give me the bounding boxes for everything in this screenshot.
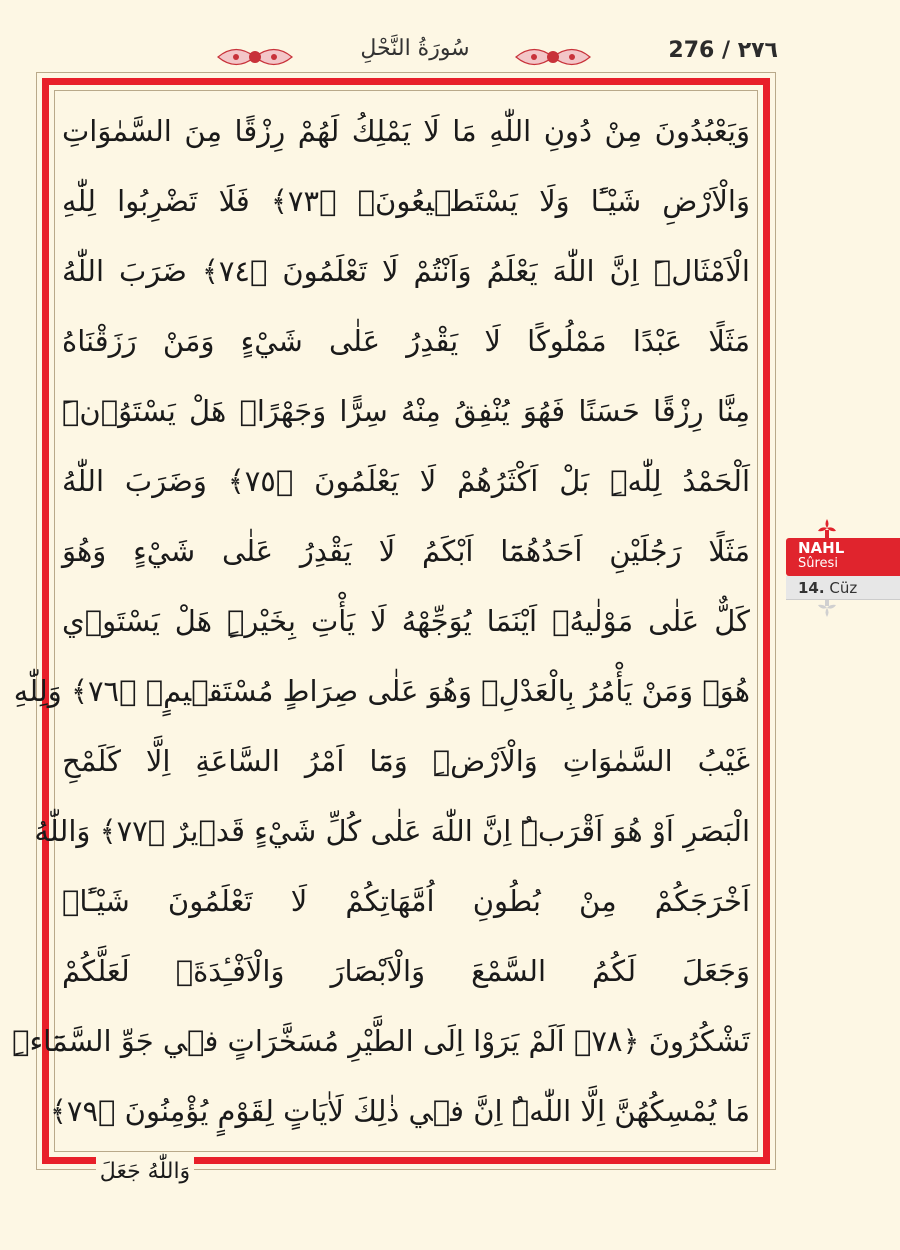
verse-line: وَجَعَلَ لَكُمُ السَّمْعَ وَالْاَبْصَارَ وَالْاَفْـِٔدَةَۙ لَعَلَّكُمْ: [62, 954, 750, 988]
page-number: 276 / ٢٧٦: [668, 38, 778, 63]
verse-line: اَلْحَمْدُ لِلّٰهِۜ بَلْ اَكْثَرُهُمْ لَا يَعْلَمُونَ ﴿٧٥﴾ وَضَرَبَ اللّٰهُ: [62, 464, 750, 498]
verse-line: مِنَّا رِزْقًا حَسَنًا فَهُوَ يُنْفِقُ مِنْهُ سِرًّا وَجَهْرًاۜ هَلْ يَسْتَوُ۫نَۜ: [62, 394, 750, 428]
catchword: وَاللّٰهُ جَعَلَ: [96, 1152, 194, 1194]
verse-text-block: [12, 96, 750, 1146]
page-header: [0, 0, 900, 75]
surah-title: سُورَةُ النَّحْلِ: [360, 36, 470, 61]
left-ornament-icon: [216, 40, 294, 74]
side-tab[interactable]: [786, 518, 900, 618]
verse-line: غَيْبُ السَّمٰوَاتِ وَالْاَرْضِۜ وَمَٓا اَمْرُ السَّاعَةِ اِلَّا كَلَمْحِ: [62, 744, 750, 778]
fleur-bottom-icon: [816, 600, 838, 618]
verse-line: وَالْاَرْضِ شَيْـًٔا وَلَا يَسْتَط۪يعُونَۚ ﴿٧٣﴾ فَلَا تَضْرِبُوا لِلّٰهِ: [62, 184, 750, 218]
surah-tab-name: NAHL: [798, 539, 845, 557]
verse-line: كَلٌّ عَلٰى مَوْلٰيهُۙ اَيْنَمَا يُوَجِّهْهُ لَا يَأْتِ بِخَيْرٍۜ هَلْ يَسْتَو۪ي: [62, 604, 750, 638]
verse-line: اَخْرَجَكُمْ مِنْ بُطُونِ اُمَّهَاتِكُمْ لَا تَعْلَمُونَ شَيْـًٔاۙ: [62, 884, 750, 918]
verse-line: مَا يُمْسِكُهُنَّ اِلَّا اللّٰهُۜ اِنَّ ف۪ي ذٰلِكَ لَاٰيَاتٍ لِقَوْمٍ يُؤْمِنُونَ ﴿٧٩﴾: [49, 1094, 750, 1128]
cuz-tab[interactable]: [786, 576, 900, 600]
verse-line: الْاَمْثَالَۜ اِنَّ اللّٰهَ يَعْلَمُ وَاَنْتُمْ لَا تَعْلَمُونَ ﴿٧٤﴾ ضَرَبَ اللّٰهُ: [62, 254, 750, 288]
verse-line: الْبَصَرِ اَوْ هُوَ اَقْرَبُۜ اِنَّ اللّٰهَ عَلٰى كُلِّ شَيْءٍ قَد۪يرٌ ﴿٧٧﴾ وَاللّٰهُ: [34, 814, 750, 848]
verse-line: مَثَلًا عَبْدًا مَمْلُوكًا لَا يَقْدِرُ عَلٰى شَيْءٍ وَمَنْ رَزَقْنَاهُ: [62, 324, 750, 358]
cuz-number: 14.: [798, 579, 825, 597]
verse-line: وَيَعْبُدُونَ مِنْ دُونِ اللّٰهِ مَا لَا يَمْلِكُ لَهُمْ رِزْقًا مِنَ السَّمٰوَاتِ: [62, 114, 750, 148]
surah-tab-label: Sûresi: [798, 556, 838, 571]
verse-line: هُوَۙ وَمَنْ يَأْمُرُ بِالْعَدْلِۙ وَهُوَ عَلٰى صِرَاطٍ مُسْتَق۪يمٍ۟ ﴿٧٦﴾ وَلِلّٰهِ: [13, 674, 750, 708]
verse-line: تَشْكُرُونَ ﴿٧٨﴾ اَلَمْ يَرَوْا اِلَى الطَّيْرِ مُسَخَّرَاتٍ ف۪ي جَوِّ السَّمَٓاءِۜ: [12, 1024, 750, 1058]
fleur-icon: [816, 518, 838, 540]
surah-tab[interactable]: [786, 538, 900, 576]
right-ornament-icon: [514, 40, 592, 74]
verse-line: مَثَلًا رَجُلَيْنِ اَحَدُهُمَٓا اَبْكَمُ لَا يَقْدِرُ عَلٰى شَيْءٍ وَهُوَ: [62, 534, 750, 568]
cuz-label: Cüz: [829, 579, 858, 597]
